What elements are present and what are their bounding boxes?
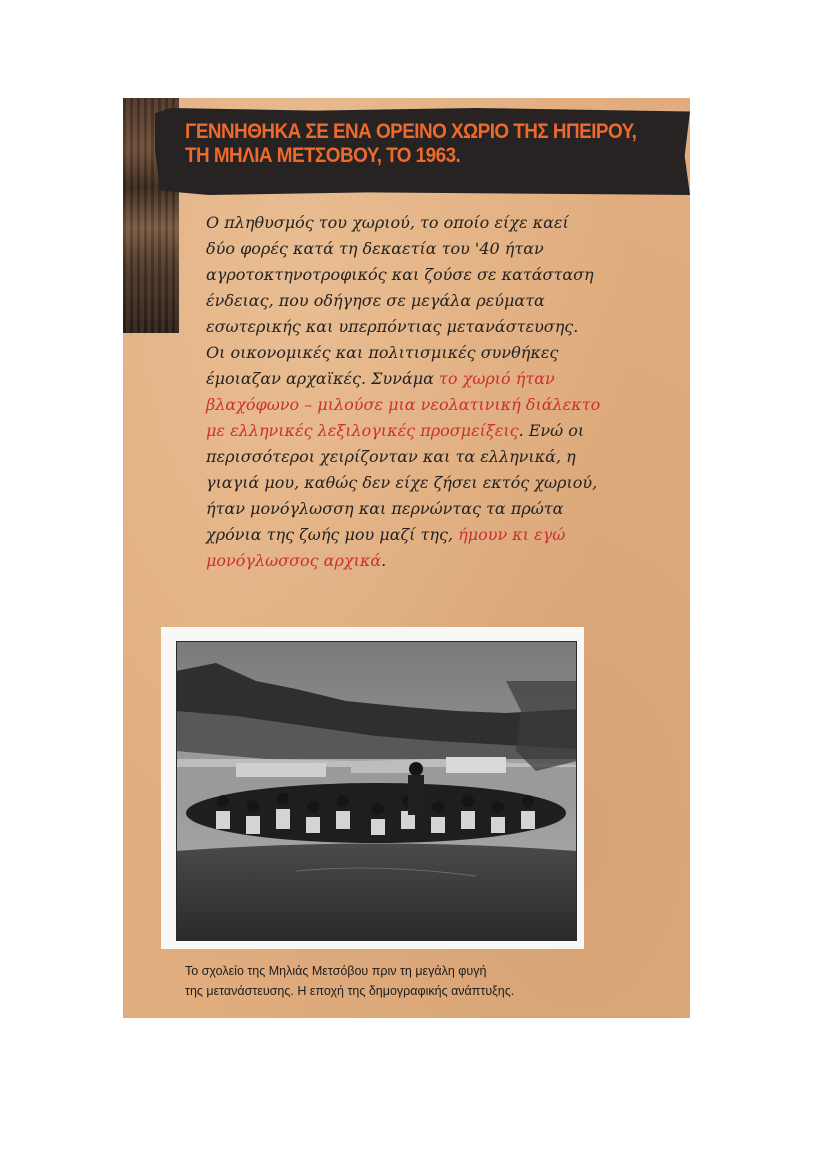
highlighted-text: ήμουν κι εγώ [458,525,566,544]
school-group-photo [176,641,577,941]
text-line: αγροτοκτηνοτροφικός και ζούσε σε κατάσταση [206,265,594,284]
poster-page [123,98,690,1018]
page-title [185,120,637,168]
text-line: εσωτερικής και υπερπόντιας μετανάστευσης. [206,317,579,336]
highlighted-text: βλαχόφωνο – μιλούσε μια νεολατινική διάλεκτο [206,395,601,414]
highlighted-text: το χωριό ήταν [439,369,555,388]
text-line [206,366,646,392]
text-line [206,548,646,574]
text-line: Ο πληθυσμός του χωριού, το οποίο είχε καεί [206,213,569,232]
caption-line-1: Το σχολείο της Μηλιάς Μετσόβου πριν τη μεγάλη φυγή [185,964,487,978]
text-line: δύο φορές κατά τη δεκαετία του '40 ήταν [206,239,544,258]
highlighted-text: με ελληνικές λεξιλογικές προσμείξεις [206,421,519,440]
text-segment: . [381,551,387,570]
title-line-1: ΓΕΝΝΗΘΗΚΑ ΣΕ ΕΝΑ ΟΡΕΙΝΟ ΧΩΡΙΟ ΤΗΣ ΗΠΕΙΡΟΥ, [185,120,637,143]
photo-frame [161,627,584,949]
highlighted-text: μονόγλωσσος αρχικά [206,551,382,570]
text-line: γιαγιά μου, καθώς δεν είχε ζήσει εκτός χωριού, [206,473,598,492]
text-line: Οι οικονομικές και πολιτισμικές συνθήκες [206,343,559,362]
school-photo-illustration [176,641,577,941]
caption-line-2: της μετανάστευσης. Η εποχή της δημογραφικής ανάπτυξης. [185,984,515,998]
story-paragraph [206,210,646,574]
text-segment: έμοιαζαν αρχαϊκές. Συνάμα [206,369,440,388]
text-line [206,522,646,548]
text-segment: χρόνια της ζωής μου μαζί της, [206,525,459,544]
text-line: ήταν μονόγλωσση και περνώντας τα πρώτα [206,499,564,518]
title-line-2: ΤΗ ΜΗΛΙΑ ΜΕΤΣΟΒΟΥ, ΤΟ 1963. [185,144,461,167]
text-line [206,418,646,444]
text-segment: . Ενώ οι [518,421,585,440]
text-line: περισσότεροι χειρίζονταν και τα ελληνικά, η [206,447,576,466]
text-line: ένδειας, που οδήγησε σε μεγάλα ρεύματα [206,291,545,310]
photo-caption [185,961,685,1001]
